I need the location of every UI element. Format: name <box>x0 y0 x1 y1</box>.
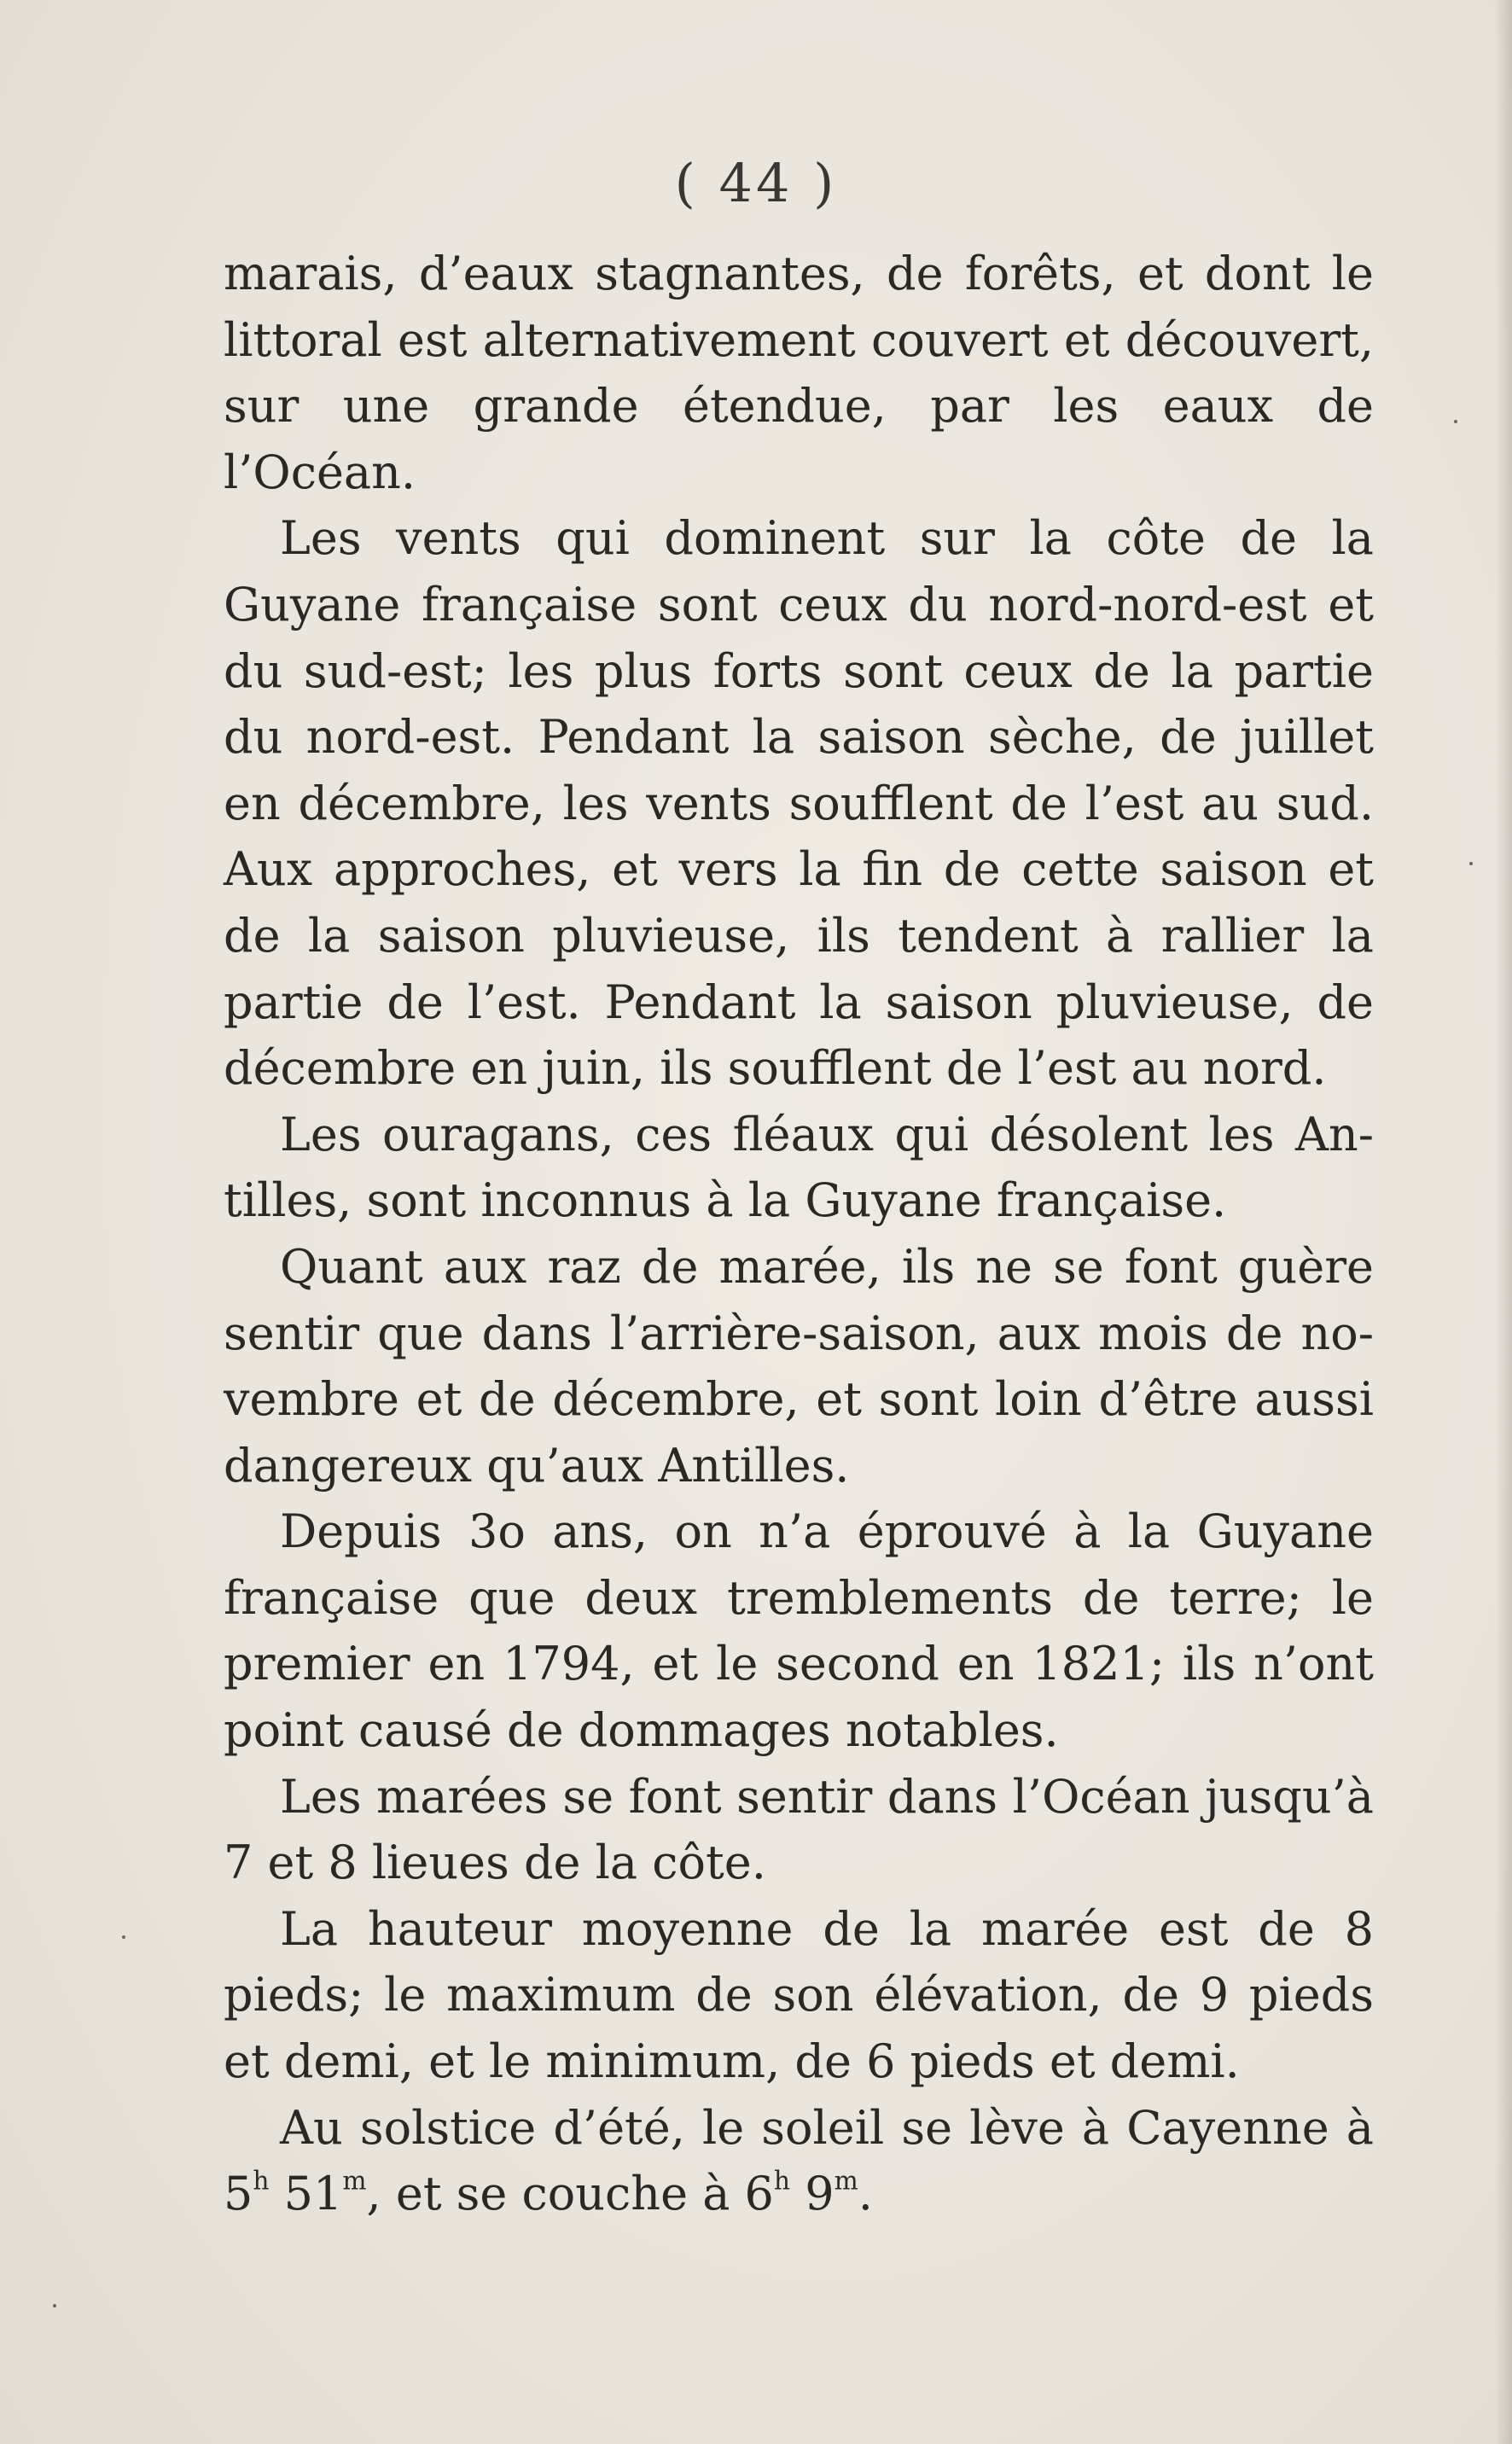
paragraph-8-start: Au solstice d’été, le soleil se lève à Cayenne à 5 <box>224 2100 1374 2221</box>
paper-speck <box>1454 420 1457 423</box>
paragraph-2: Les vents qui dominent sur la côte de la Guyane française sont ceux du nord-nord-est et du sud-est; les plus forts sont ceux de la partie du nord-est. Pendant la saison sèche, de juillet en décembre, les vents soufflent de l’est au sud. Aux approches, et vers la fin de cette saison et de la saison pluvieuse, ils tendent à rallier la partie de l’est. Pendant la saison pluvieuse, de décembre en juin, ils soufflent de l’est au nord. <box>224 511 1374 1096</box>
paragraph-3: Les ouragans, ces fléaux qui désolent les Antilles, sont inconnus à la Guyane française. <box>224 1107 1374 1228</box>
paragraph-6: Les marées se font sentir dans l’Océan jusqu’à 7 et 8 lieues de la côte. <box>224 1769 1374 1890</box>
paragraph-4: Quant aux raz de marée, ils ne se font guère sentir que dans l’arrière-saison, aux mois de novembre et de décembre, et sont loin d’être aussi dangereux qu’aux Antilles. <box>224 1239 1374 1493</box>
paragraph-5: Depuis 3o ans, on n’a éprouvé à la Guyane française que deux tremblements de terre; le premier en 1794, et le second en 1821; ils n’ont point causé de dommages notables. <box>224 1504 1374 1758</box>
paragraph-8 <box>224 2095 1374 2227</box>
body-text <box>224 241 1374 2227</box>
paper-speck <box>53 2304 56 2307</box>
sup-hours-2: h <box>773 2166 791 2197</box>
paper-speck <box>1469 862 1473 865</box>
sup-hours-1: h <box>253 2166 270 2197</box>
paragraph-8-end: . <box>858 2167 873 2221</box>
paragraph-7: La hauteur moyenne de la marée est de 8 pieds; le maximum de son élévation, de 9 pieds et demi, et le minimum, de 6 pieds et demi. <box>224 1901 1374 2089</box>
page-edge-shadow <box>1495 0 1512 2444</box>
sup-minutes-1: m <box>342 2166 367 2197</box>
paragraph-1: marais, d’eaux stagnantes, de forêts, et dont le littoral est alternativement couvert et découvert, sur une grande étendue, par les eaux de l’Océan. <box>224 247 1374 499</box>
sup-minutes-2: m <box>834 2166 858 2197</box>
paper-speck <box>122 1935 125 1939</box>
paragraph-8-minutes: 51 <box>269 2167 343 2221</box>
paragraph-8-middle: , et se couche à 6 <box>366 2167 774 2221</box>
paragraph-8-minutes-2: 9 <box>790 2167 835 2221</box>
page-number: ( 44 ) <box>674 152 838 214</box>
